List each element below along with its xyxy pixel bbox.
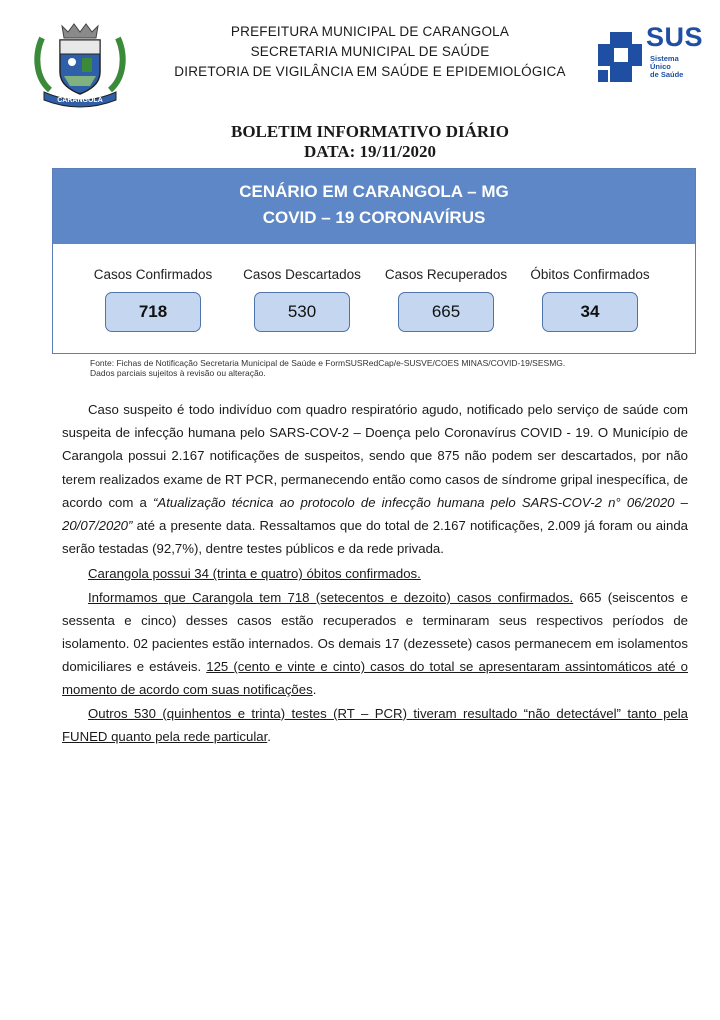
paragraph-text: 665 (seiscentos e sessenta e cinco) desses casos estão recuperados e terminaram seus respectivos períodos de isolamento. 02 pacientes estão internados. Os demais 17 (dezessete) casos permanecem em isolamentos domiciliares e estáveis. (62, 589, 688, 675)
municipal-crest-icon (30, 20, 130, 108)
panel-heading-location: CENÁRIO EM CARANGOLA – MG (239, 182, 509, 201)
stat-confirmed-deaths (515, 267, 665, 332)
paragraph-text: Caso suspeito é todo indivíduo com quadro respiratório agudo, notificado pelo serviço de saúde com suspeita de infecção humana pelo SARS-COV-2 – Doença pelo Coronavírus COVID - 19. O Município de Carangola possui 2.167 notificações de suspeitos, sendo que 875 não podem ser descartados, por não terem realizados exame de RT PCR, permanecendo então como casos de síndrome gripal inespecífica, de acordo com a (62, 402, 688, 510)
paragraph-text: . (312, 682, 317, 698)
stat-discarded-cases (227, 267, 377, 332)
stat-label: Casos Confirmados (93, 267, 213, 282)
panel-heading-disease: COVID – 19 CORONAVÍRUS (262, 208, 486, 227)
stat-recovered-cases (371, 267, 521, 332)
document-header (0, 0, 720, 110)
panel-heading (53, 169, 695, 244)
paragraph-confirmed-cases (62, 586, 688, 702)
diretoria-title: DIRETORIA DE VIGILÂNCIA EM SAÚDE E EPIDEMIOLÓGICA (174, 64, 566, 79)
sus-sub-line: Sistema (650, 54, 679, 63)
stat-label: Casos Descartados (243, 267, 361, 282)
paragraph-suspected-cases (62, 398, 688, 560)
prefeitura-title: PREFEITURA MUNICIPAL DE CARANGOLA (230, 24, 510, 39)
stat-confirmed-cases (78, 267, 228, 332)
negative-tests-statement: Outros 530 (quinhentos e trinta) testes (RT – PCR) tiveram resultado “não detectável” tanto pela FUNED quanto pela rede particular (62, 705, 688, 744)
paragraph-text: até a presente data. Ressaltamos que do total de 2.167 notificações, 2.009 já foram ou ainda serão testadas (92,7%), dentre testes públicos e da rede privada. (62, 518, 688, 557)
sus-logo (598, 22, 704, 92)
covid-scenario-panel (52, 168, 696, 354)
paragraph-deaths (62, 562, 688, 585)
asymptomatic-statement: 125 (cento e vinte e cinto) casos do total se apresentaram assintomáticos até o momento de acordo com suas notificações (62, 659, 688, 698)
stat-label: Casos Recuperados (384, 267, 508, 282)
bulletin-date: DATA: 19/11/2020 (303, 142, 437, 161)
protocol-reference: “Atualização técnica ao protocolo de infecção humana pelo SARS-COV-2 n° 06/2020 – 20/07/2020” (62, 494, 688, 534)
bulletin-title-block (0, 122, 720, 162)
secretaria-title: SECRETARIA MUNICIPAL DE SAÚDE (250, 44, 490, 59)
sus-subtitle (650, 55, 683, 79)
stat-value: 665 (398, 292, 494, 332)
data-source-note (90, 358, 690, 378)
stat-value: 34 (542, 292, 638, 332)
paragraph-text: . (267, 728, 271, 744)
header-titles (150, 22, 590, 82)
sus-cross-icon (598, 28, 646, 86)
sus-sub-line: de Saúde (650, 70, 684, 79)
stat-label: Óbitos Confirmados (530, 267, 650, 282)
stat-value: 530 (254, 292, 350, 332)
confirmed-statement: Informamos que Carangola tem 718 (setecentos e dezoito) casos confirmados. (88, 589, 574, 605)
deaths-statement: Carangola possui 34 (trinta e quatro) óbitos confirmados. (88, 566, 421, 582)
bulletin-body (62, 398, 688, 748)
source-disclaimer: Dados parciais sujeitos à revisão ou alteração. (90, 368, 266, 378)
source-line: Fonte: Fichas de Notificação Secretaria Municipal de Saúde e FormSUSRedCap/e-SUSVE/COES MINAS/COVID-19/SESMG. (90, 358, 566, 368)
sus-sub-line: Único (650, 62, 671, 71)
sus-wordmark: SUS (646, 22, 704, 52)
crest-banner-text: CARANGOLA (57, 97, 103, 104)
paragraph-negative-tests (62, 702, 688, 748)
stat-value: 718 (105, 292, 201, 332)
bulletin-title: BOLETIM INFORMATIVO DIÁRIO (231, 122, 509, 141)
